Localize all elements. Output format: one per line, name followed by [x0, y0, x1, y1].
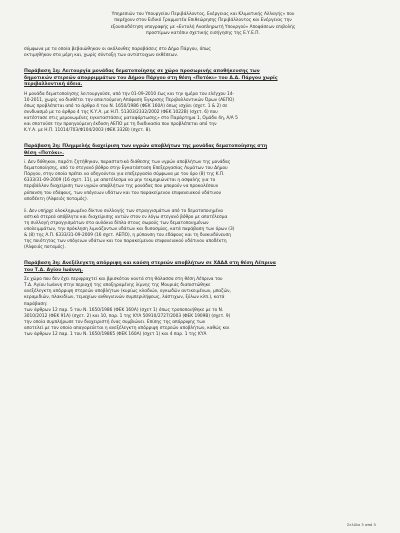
paragraph-line: τη συλλογή στραγγισμάτων στα αυλάκια δίπλα στους σωρούς των δεματοποιημένων [24, 220, 209, 226]
paragraph-line: αστικά στερεά απόβλητα και διαχείρισης αυτών στον εν λόγω στεγανό βόθρο με αποτέλεσμα [24, 214, 228, 220]
header-line: προστίμων κατόπιν σχετικής εισήγησης της Ε.Υ.Ε.Π. [146, 30, 260, 36]
paragraph-line: 10-2011, χωρίς να διαθέτει την απαιτούμενη Απόφαση Έγκρισης Περιβαλλοντικών Όρων (ΑΕΠΟ) [24, 97, 235, 103]
header-block [30, 12, 376, 37]
section-title [24, 69, 378, 88]
paragraph-line: (Αλφειός ποταμός). [24, 245, 66, 251]
paragraph-line: Κ.Υ.Α. με Η.Π. 11014/703/Φ104/2003 (ΦΕΚ 332Β) (σχετ. 8). [24, 128, 152, 134]
section-paragraph [24, 160, 378, 203]
violation-section-1 [24, 69, 378, 134]
paragraph-line: Σε χώρο που δεν έχει περιφραχτεί και βρισκόταν κοντά στη θάλασσα στη θέση Λέπρινα του [24, 277, 223, 283]
paragraph-line: όπως προβλέπεται από το άρθρο 4 του Ν. 1650/1986 (ΦΕΚ 160Α) όπως ισχύει (σχετ. 1 & 2) σε [24, 103, 228, 109]
section-title-line: θέση «Ποτόκι». [24, 150, 64, 156]
paragraph-line: κεραμιδιών, πλακιδίων, τεμαχίων ανθυγιεινών συμπεριλήψεως, λάστιχων, ξύλων κλπ.), κατά [24, 295, 225, 301]
violation-section-2 [24, 144, 378, 251]
header-line: εξουσιοδότηση υπογραφής με «Εντολή Αναπληρωτή Υπουργού» Αποφάσεων επιβολής [110, 24, 296, 30]
paragraph-line: αποτελεί με τον οποίο απαγορεύεται η ανεξέλεγκτη απόρριψη στερεών αποβλήτων, καθώς και [24, 325, 230, 331]
section-paragraph [24, 277, 378, 307]
paragraph-line: Η μονάδα δεματοποίησης λειτουργούσε, από την 01-09-2010 έως και την ημέρα του ελέγχου 14- [24, 91, 235, 97]
section-title [24, 144, 378, 157]
section-title-line: Παράβαση 2η: Πλημμελής διαχείριση των υγρών αποβλήτων της μονάδας δεματοποίησης στη [24, 144, 268, 150]
section-paragraph [24, 209, 378, 252]
paragraph-line: συνδυασμό με το άρθρο 4 της Κ.Υ.Α. με Η.Π. 51303/2332/2002 (ΦΕΚ 1022Β) (σχετ. 6) που [24, 109, 218, 115]
paragraph-line: i. Δεν δόθηκαν, παρότι ζητήθηκαν, παραστατικά διάθεσης των υγρών αποβλήτων της μονάδας [24, 160, 231, 166]
section-title-line: Παράβαση 1η: Λειτουργία μονάδας δεματοποίησης σε χώρο προσωρινής αποθήκευσης των [24, 69, 260, 75]
paragraph-line: Πάργου, στην οποία πρέπει να οδηγούνται για επεξεργασία σύμφωνα με τον όρο (8) της Κ.Π. [24, 172, 225, 178]
section-title-line: Παράβαση 3η: Ανεξέλεγκτη απόρριψη και καύση στερεών αποβλήτων σε ΧΑΔΑ στη θέση Λέπρινα [24, 261, 276, 267]
intro-line: σύμφωνα με τα οποία βεβαιώθηκαν οι ακόλουθες παραβάσεις στο Δήμο Πάργου, όπως [24, 47, 211, 53]
header-line: Υπηρεσιών του Υπουργείου Περιβάλλοντος, Ενέργειας και Κλιματικής Αλλαγής» που [111, 12, 295, 17]
section-paragraph [24, 308, 378, 338]
paragraph-line: των άρθρων 12 παρ. 5 του Ν. 1650/1986 (ΦΕΚ 160Α) (σχετ 1) όπως τροποποιήθηκε με το Ν. [24, 307, 224, 313]
section-title [24, 261, 378, 274]
section-title-line: του Τ.Δ. Αγίου Ιωάννη. [24, 267, 84, 273]
paragraph-line: & (8) της Α.Π. 6333/31-09-2009 (16 σχετ. ΑΕΠΟ), η ρύπανση του εδάφους και τη διακινδύνευση [24, 233, 231, 239]
intro-line: εκτιμηθήκαν στα μέρη και, χωρίς σύνταξη των αντίστοιχων εκθέσεων. [24, 53, 179, 59]
violation-section-3 [24, 261, 378, 338]
page-number: Σελίδα 3 από 5 [346, 522, 376, 527]
paragraph-line: της ποιότητας των υπόγειων υδάτων και του παρακείμενου επιφανειακού υδάτινου αποδέκτη [24, 239, 227, 245]
section-title-line: δημοτικών στερεών απορριμμάτων του Δήμου Πάργου στη θέση «Ποτόκι» του Δ.Δ. Πάργου χωρίς [24, 75, 278, 81]
paragraph-line: 6333/31-09-2009 (16 σχετ. 11), με αποτέλεσμα να μην τεκμηριώνεται η ασφαλής για το [24, 178, 216, 184]
paragraph-line: των άρθρων 12 παρ. 1 του Ν. 1650/19865 (ΦΕΚ 160Α) (σχετ 1) και 4 παρ. 1 της ΚΥΑ [24, 332, 207, 338]
paragraph-line: περιβάλλον διαχείριση των υγρών αποβλήτων της μονάδας που μπορούν να προκαλέσουν [24, 184, 219, 190]
paragraph-line: αποδέκτη (Αλφειός ποταμός). [24, 196, 89, 202]
paragraph-line: Τ.Δ. Αγίου Ιωάννη στην περιοχή της αποξηραμένης λίμνης της Μουριάς διαπιστώθηκε [24, 283, 211, 289]
paragraph-line: κατέστασε στις μεμονωμένες εγκαταστάσεις ματαφόρτωσης» στο Παράρτημα 1, Ομάδα 4η, Α/Α 5 [24, 115, 238, 121]
header-line: παρέχουν στον Ειδικό Γραμματέα Επιθεώρησης Περιβάλλοντος και Ενέργειας την [114, 18, 292, 24]
paragraph-line: την οποία συμπλήρωσε τον διαχειριστή ένας συμβιώνει. Επίσης της απόρριψης των [24, 319, 206, 325]
paragraph-line: ανεξέλεγκτη απόρριψη στερεών αποβλήτων (κυρίως κλαδιών, ογκωδών αντικειμένων, μπαζών, [24, 289, 231, 295]
paragraph-line: παράβαση: [24, 301, 48, 307]
paragraph-line: υπολειμμάτων, την πρόκληση λιμνάζοντων υδάτων και δυσοσμίας, κατά παράβαση των όρων (3) [24, 227, 235, 232]
intro-paragraph [24, 47, 378, 59]
paragraph-line: ii. Δεν υπήρχε ολοκληρωμένο δίκτυο συλλογής των στραγγισμάτων από το δεματοποιημένα [24, 208, 223, 214]
paragraph-line: και σποτούσε την προηγούμενη έκδοση ΑΕΠΟ με τη διαδικασία που προβλέπεται από την [24, 122, 217, 128]
section-paragraph [24, 92, 378, 135]
paragraph-line: 3010/2012 (ΦΕΚ 91Α) (σχετ. 2) και 10, παρ. 1 της ΚΥΑ 50910/2727/2003 (ΦΕΚ 1909Β) (σχετ. 9) [24, 313, 231, 319]
paragraph-line: δεματοποίησης, από το στεγανό βόθρο στην Εγκατάσταση Επεξεργασίας Λυμάτων του Δήμου [24, 166, 228, 172]
section-title-line: περιβαλλοντική άδεια. [24, 82, 83, 88]
paragraph-line: ρύπανση του εδάφους, των υπόγειων υδάτων και του παρακείμενου επιφανειακού υδάτινου [24, 190, 222, 196]
